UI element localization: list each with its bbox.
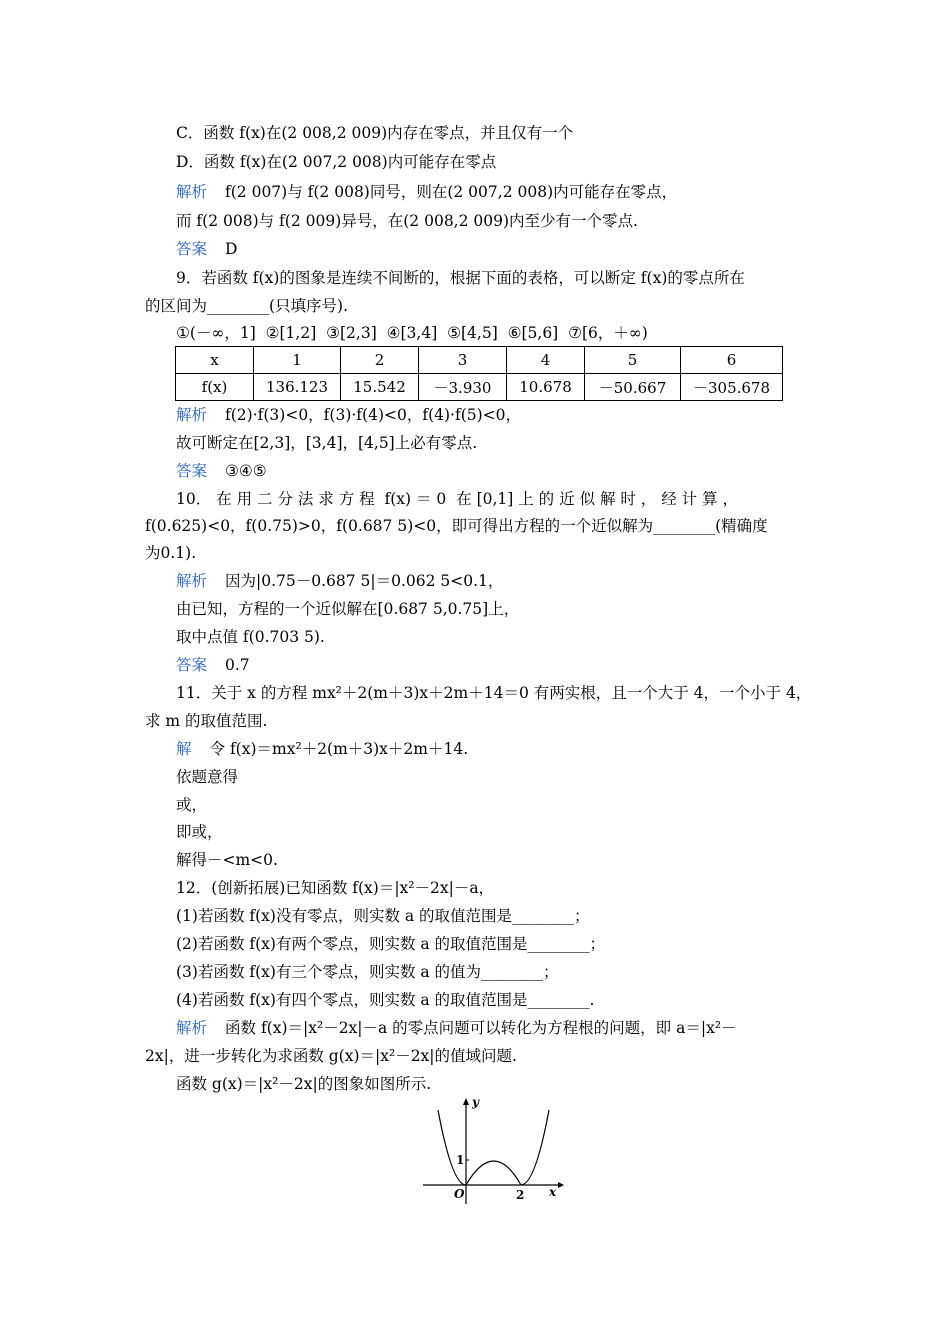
q10-stem-1: 10． 在 用 二 分 法 求 方 程 f(x) ＝ 0 在 [0,1] 上 的 近 似 解 时 ， 经 计 算 ，: [176, 490, 739, 508]
q12-part-3: (3)若函数 f(x)有三个零点，则实数 a 的值为________；: [176, 963, 559, 981]
solution-tag: 解: [176, 740, 192, 758]
q9-stem-1: 9．若函数 f(x)的图象是连续不间断的，根据下面的表格，可以断定 f(x)的零点所在: [176, 269, 745, 287]
q12-analysis-1: 解析 函数 f(x)＝|x²－2x|－a 的零点问题可以转化为方程根的问题，即 a＝|x²－: [176, 1019, 737, 1037]
option-d: D．函数 f(x)在(2 007,2 008)内可能存在零点: [176, 153, 497, 171]
y-axis-label: y: [472, 1095, 479, 1109]
analysis-tag: 解析: [176, 183, 208, 201]
y-tick-label: 1: [456, 1153, 465, 1167]
value-table: [175, 346, 783, 401]
table-cell: －305.678: [681, 374, 783, 401]
x-axis-label: x: [549, 1185, 557, 1199]
q9-options: ①(－∞，1] ②[1,2] ③[2,3] ④[3,4] ⑤[4,5] ⑥[5,6] ⑦[6，＋∞): [176, 324, 648, 342]
q12-part-2: (2)若函数 f(x)有两个零点，则实数 a 的取值范围是________；: [176, 935, 606, 953]
answer-tag: 答案: [176, 462, 208, 480]
q11-stem-2: 求 m 的取值范围.: [145, 712, 268, 730]
table-cell: 2: [341, 347, 419, 374]
q9-answer: 答案 ③④⑤: [176, 462, 267, 480]
q9-analysis-2: 故可断定在[2,3]，[3,4]，[4,5]上必有零点.: [176, 434, 478, 452]
q11-stem-1: 11．关于 x 的方程 mx²＋2(m＋3)x＋2m＋14＝0 有两实根，且一个大于 4，一个小于 4，: [176, 684, 812, 702]
q10-analysis-1: 解析 因为|0.75－0.687 5|＝0.062 5<0.1，: [176, 572, 504, 590]
table-cell: 6: [681, 347, 783, 374]
option-c: C．函数 f(x)在(2 008,2 009)内存在零点，并且仅有一个: [176, 124, 574, 142]
q10-answer: 答案 0.7: [176, 656, 250, 674]
q12-part-1: (1)若函数 f(x)没有零点，则实数 a 的取值范围是________；: [176, 907, 590, 925]
q11-solution-5: 解得－<m<0.: [176, 851, 278, 869]
y-axis-arrow: [463, 1098, 469, 1105]
table-cell: 3: [419, 347, 507, 374]
q11-solution-2: 依题意得: [176, 768, 239, 786]
q10-stem-3: 为0.1).: [145, 544, 197, 562]
curve-left-branch: [438, 1110, 466, 1185]
origin-label: O: [454, 1187, 465, 1201]
x-axis-arrow: [558, 1182, 564, 1188]
q10-stem-2: f(0.625)<0，f(0.75)>0，f(0.687 5)<0，即可得出方程的一个近似解为________(精确度: [145, 517, 768, 535]
table-cell: 136.123: [254, 374, 341, 401]
q12-analysis-3: 函数 g(x)＝|x²－2x|的图象如图所示.: [176, 1075, 432, 1093]
q12-analysis-2: 2x|，进一步转化为求函数 g(x)＝|x²－2x|的值域问题.: [145, 1047, 517, 1065]
table-cell: f(x): [176, 374, 254, 401]
q8-answer: 答案 D: [176, 240, 238, 258]
q9-analysis-1: 解析 f(2)·f(3)<0，f(3)·f(4)<0，f(4)·f(5)<0，: [176, 406, 521, 424]
q11-solution-1: 解 令 f(x)＝mx²＋2(m＋3)x＋2m＋14.: [176, 740, 469, 758]
q12-stem: 12．(创新拓展)已知函数 f(x)＝|x²－2x|－a，: [176, 879, 495, 897]
table-row: [176, 347, 783, 374]
analysis-tag: 解析: [176, 572, 208, 590]
function-graph: [418, 1092, 568, 1207]
table-row: [176, 374, 783, 401]
q11-solution-4: 即或，: [176, 823, 223, 841]
table-cell: －50.667: [585, 374, 681, 401]
analysis-tag: 解析: [176, 1019, 208, 1037]
answer-tag: 答案: [176, 656, 208, 674]
table-cell: x: [176, 347, 254, 374]
q10-analysis-3: 取中点值 f(0.703 5).: [176, 628, 325, 646]
curve-middle-arch: [466, 1161, 521, 1185]
table-cell: 10.678: [507, 374, 585, 401]
q8-analysis-2: 而 f(2 008)与 f(2 009)异号，在(2 008,2 009)内至少有一个零点.: [176, 212, 638, 230]
table-cell: 4: [507, 347, 585, 374]
q12-part-4: (4)若函数 f(x)有四个零点，则实数 a 的取值范围是________.: [176, 991, 595, 1009]
q9-stem-2: 的区间为________(只填序号).: [145, 297, 349, 315]
x-tick-label: 2: [516, 1188, 525, 1202]
table-cell: 1: [254, 347, 341, 374]
table-cell: 5: [585, 347, 681, 374]
answer-tag: 答案: [176, 240, 208, 258]
curve-right-branch: [521, 1110, 549, 1185]
q10-analysis-2: 由已知，方程的一个近似解在[0.687 5,0.75]上，: [176, 600, 520, 618]
q11-solution-3: 或，: [176, 796, 208, 814]
table-cell: －3.930: [419, 374, 507, 401]
table-cell: 15.542: [341, 374, 419, 401]
analysis-tag: 解析: [176, 406, 208, 424]
q8-analysis-1: 解析 f(2 007)与 f(2 008)同号，则在(2 007,2 008)内可能存在零点，: [176, 183, 678, 201]
